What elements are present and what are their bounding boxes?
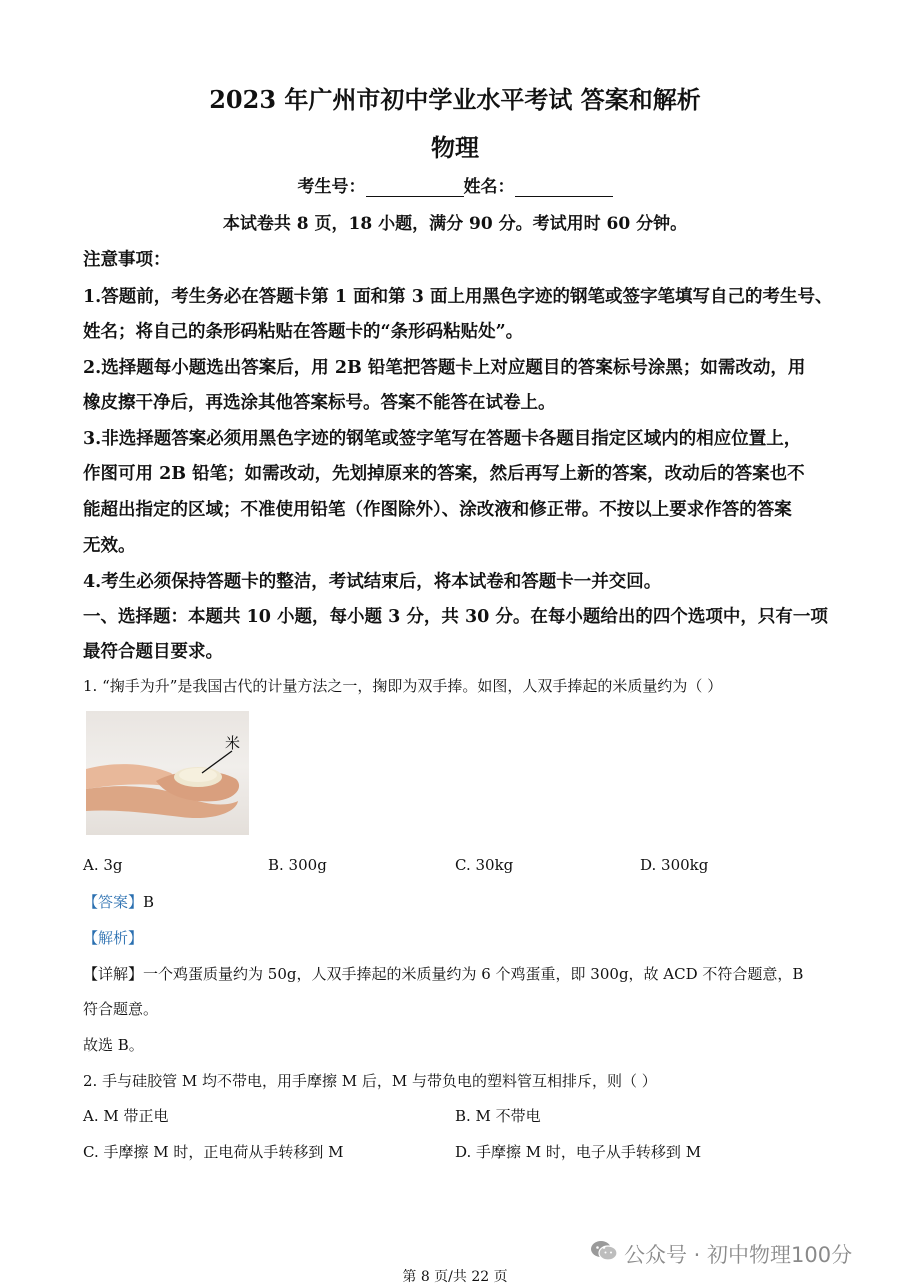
notes-line: 作图可用 2B 铅笔；如需改动，先划掉原来的答案，然后再写上新的答案，改动后的答案也不: [83, 464, 805, 484]
detail-line: 【详解】一个鸡蛋质量约为 50g，人双手捧起的米质量约为 6 个鸡蛋重，即 300g，故 ACD 不符合题意，B: [83, 965, 804, 983]
section-heading: 最符合题目要求。: [83, 642, 223, 662]
option-b: B. M 不带电: [455, 1107, 541, 1125]
page-number: 第 8 页/共 22 页: [402, 1269, 508, 1285]
notes-line: 姓名；将自己的条形码粘贴在答题卡的“条形码粘贴处”。: [83, 322, 524, 342]
analysis-tag: 【解析】: [83, 929, 144, 947]
detail-line: 符合题意。: [83, 1000, 159, 1018]
wechat-icon: [590, 1239, 618, 1263]
candidate-info-row: [0, 172, 910, 197]
notes-line: 2.选择题每小题选出答案后，用 2B 铅笔把答题卡上对应题目的答案标号涂黑；如需改动，用: [83, 358, 806, 378]
name-blank: [515, 178, 613, 197]
question-2-stem: 2. 手与硅胶管 M 均不带电，用手摩擦 M 后，M 与带负电的塑料管互相排斥，则（ ）: [83, 1072, 657, 1090]
notes-line: 1.答题前，考生务必在答题卡第 1 面和第 3 面上用黑色字迹的钢笔或签字笔填写自己的考生号、: [83, 287, 833, 307]
notes-line: 无效。: [83, 536, 136, 556]
notes-line: 橡皮擦干净后，再选涂其他答案标号。答案不能答在试卷上。: [83, 393, 556, 413]
answer-value: B: [143, 893, 155, 911]
rice-label: 米: [225, 734, 241, 752]
exam-number-label: 考生号：: [297, 177, 366, 197]
notes-heading: 注意事项：: [83, 250, 171, 270]
document-title: 2023 年广州市初中学业水平考试 答案和解析: [209, 85, 701, 114]
paper-info: 本试卷共 8 页，18 小题，满分 90 分。考试用时 60 分钟。: [222, 214, 688, 234]
subject-title: 物理: [431, 133, 479, 162]
option-a: A. M 带正电: [83, 1107, 169, 1125]
conclusion: 故选 B。: [83, 1036, 144, 1054]
option-c: C. 30kg: [455, 856, 514, 874]
answer-tag: 【答案】: [83, 893, 144, 911]
hands-rice-illustration: [86, 711, 249, 835]
notes-line: 3.非选择题答案必须用黑色字迹的钢笔或签字笔写在答题卡各题目指定区域内的相应位置上，: [83, 429, 802, 449]
hands-holding-rice-image: [86, 711, 249, 835]
notes-line: 4.考生必须保持答题卡的整洁，考试结束后，将本试卷和答题卡一并交回。: [83, 572, 662, 592]
option-d: D. 手摩擦 M 时，电子从手转移到 M: [455, 1143, 702, 1161]
question-1-stem: 1. “掬手为升”是我国古代的计量方法之一，掬即为双手捧。如图，人双手捧起的米质量约为（ ）: [83, 677, 723, 695]
notes-line: 能超出指定的区域；不准使用铅笔（作图除外）、涂改液和修正带。不按以上要求作答的答案: [83, 500, 792, 520]
option-d: D. 300kg: [640, 856, 709, 874]
watermark-text: 公众号 · 初中物理100分: [624, 1243, 853, 1267]
exam-number-blank: [366, 178, 464, 197]
section-heading: 一、选择题：本题共 10 小题，每小题 3 分，共 30 分。在每小题给出的四个选项中，只有一项: [83, 607, 828, 627]
option-a: A. 3g: [83, 856, 123, 874]
option-b: B. 300g: [268, 856, 327, 874]
option-c: C. 手摩擦 M 时，正电荷从手转移到 M: [83, 1143, 344, 1161]
name-label: 姓名：: [463, 177, 515, 197]
answer-row: [83, 891, 154, 912]
